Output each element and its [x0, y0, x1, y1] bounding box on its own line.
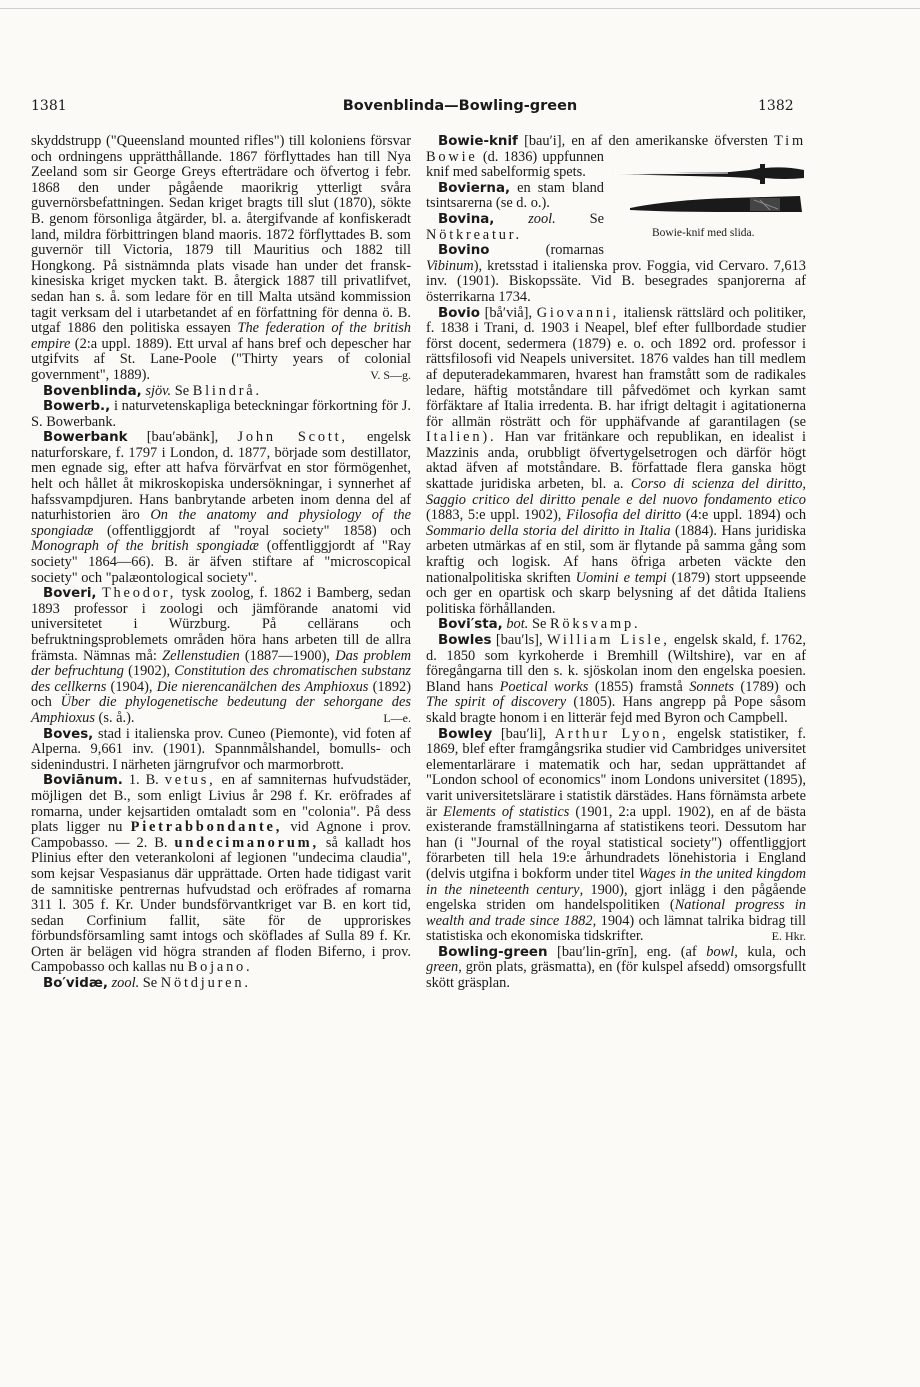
headword: Bowles [438, 633, 492, 648]
running-title: Bovenblinda—Bowling-green [342, 98, 578, 114]
headword: Bovino [438, 243, 490, 259]
figure-caption: Bowie-knif med slida. [652, 226, 755, 239]
headword: Bowley [438, 726, 493, 742]
headword: Bovio [438, 305, 480, 321]
entry-bowerbank: Bowerbank [bau′əbänk], John Scott, engelsk naturforskare, f. 1797 i London, d. 1877, började som destillator, men egnade sig, efter att hafva förvärfvat en stor förmögenhet, helt och hållet åt mikroskopiska undersökningar, i synnerhet af hafssvampdjuren. Hans banbrytande arbeten inom denna del af naturhistorien äro On the anatomy and physiology of the spongiadæ (offentliggjordt af "royal society" 1858) och Monograph of the british spongiadæ (offentliggjordt af "Ray society" 1864—66). B. är äfven stiftare af "microscopical society" och "palæontological society". [31, 429, 411, 586]
headword: Boveri, [43, 586, 97, 602]
entry-bowie-knif: Bowie-knif [bau′i], en af den amerikanske öfversten Bowie-knif med slida. Tim Bowie (d. 1836) uppfunnen knif med sabelformig spets. [426, 134, 806, 181]
entry-bovista: Bovi′sta, bot. Se Röksvamp. [438, 616, 641, 633]
headword: Boves, [43, 726, 94, 742]
entry-bovino: Bovino (romarnas Vibinum), kretsstad i italienska prov. Foggia, vid Cervaro. 7,613 inv. (1901). Biskopssäte. Vid B. besegrades spanjorerna af österrikarna 1734. [426, 242, 806, 305]
page-number-right: 1382 [758, 98, 794, 114]
page-number-left: 1381 [31, 98, 67, 114]
entry-bovio: Bovio [bå′viå], Giovanni, italiensk rättslärd och politiker, f. 1838 i Trani, d. 1903 i Neapel, blef efter fullbordade studier först docent, sedermera (1879) e. o. och 1892 ord. professor i rättsfilosofi vid Neapels universitet. 1876 valdes han till medlem af deputeradekammaren, hvarest han framstått som de radikales ledare, häftig motståndare till påfvedömet och kyrkan samt förfäktare af Italia irredenta. B. har ifrigt deltagit i agitationerna för allmän rösträtt och för upphäfvande af garantilagen (se Italien). Han var fritänkare och republikan, en idealist i Mazzinis anda, orubbligt öfvertygelsetrogen och därför högt aktad äfven af motståndare. B. författade flera ganska högt skattade juridiska arbeten, bl. a. Corso di scienza del diritto, Saggio critico del diritto penale e del nuovo fondamento etico (1883, 5:e uppl. 1902), Filosofia del diritto (4:e uppl. 1894) och Sommario della storia del diritto in Italia (1884). Hans juridiska arbeten utmärkas af en stil, som är flytande på samma gång som kraftig och logisk. Af hans öfriga arbeten väckte den nationalpolitiska skriften Uomini e tempi (1879) stort uppseende och ger en opartisk och skarp belysning af det dåtida Italiens politiska förhållanden. [426, 304, 807, 617]
headword: Bovi′sta, [438, 617, 503, 633]
headword: Bowerb., [43, 399, 111, 415]
knife-icon [610, 154, 806, 226]
entry-bowley: Bowley [bau′li], Arthur Lyon, engelsk statistiker, f. 1869, blef efter framgångsrika studier vid Cambridges universitet elementarlärare i matematik och har, sedan upprättandet af "London school of economics" inom Londons universitet (1895), varit universitetslärare i statistik därstädes. Hans förnämsta arbete är Elements of statistics (1901, 2:a uppl. 1902), en af de bästa existerande framställningarna af statistikens teori. Dessutom har han (i "Journal of the royal statistical society") offentliggjort förarbeten till hela 19:e århundradets lönehistoria i England (delvis utgifna i bokform under titel Wages in the united kingdom in the nineteenth century, 1900), gjort inlägg i den pågående engelska striden om handelspolitiken (National progress in wealth and trade since 1882, 1904) och lämnat talrika bidrag till statistiska och ekonomiska tidskrifter. E. Hkr. [426, 725, 807, 945]
entry-boveri: Boveri, Theodor, tysk zoolog, f. 1862 i Bamberg, sedan 1893 professor i zoologi och jämförande anatomi vid universitetet i Würzburg. På cellärans och befruktningsproblemets områden höra hans arbeten till de allra främsta. Nämnas må: Zellenstudien (1887—1900), Das problem der befruchtung (1902), Constitution des chromatischen substanz des cellkerns (1904), Die nierencanälchen des Amphioxus (1892) och Über die phylogenetische bedeutung der sehorgane des Amphioxus (s. å.). L—e. [31, 585, 412, 726]
headword: Bovenblinda, [43, 383, 142, 399]
top-rule [0, 8, 920, 9]
signature: V. S—g. [370, 367, 411, 382]
entry-bovina: Bovina, zool. Se Nötkreatur. [426, 210, 604, 243]
headword: Boviānum. [43, 773, 123, 789]
entry-bovidae: Bo′vidæ, zool. Se Nötdjuren. [43, 975, 251, 992]
entry-bovenblinda: Bovenblinda, sjöv. Se Blindrå. [43, 382, 262, 399]
signature: L—e. [383, 710, 411, 725]
entry-bowerb: Bowerb., i naturvetenskapliga beteckningar förkortning för J. S. Bowerbank. [31, 398, 411, 430]
right-column [426, 134, 806, 992]
entry-bowling-green: Bowling-green [bau′lin-grīn], eng. (af bowl, kula, och green, grön plats, gräsmatta), en (för kulspel afsedd) omsorgsfullt skött gräsplan. [426, 943, 806, 992]
entry-bowles: Bowles [bau′ls], William Lisle, engelsk skald, f. 1762, d. 1850 som kyrkoherde i Bremhill (Wiltshire), var en af föregångarna till den s. k. sjöskolan inom den engelska poesien. Bland hans Poetical works (1855) framstå Sonnets (1789) och The spirit of discovery (1805). Hans angrepp på Pope såsom skald bragte honom i en litterär fejd med Byron och Campbell. [426, 632, 807, 726]
entry-bovierna: Bovierna, en stam bland tsintsarerna (se d. o.). [426, 179, 604, 212]
headword: Bowie-knif [438, 134, 518, 149]
headword: Bovierna, [438, 180, 511, 196]
headword: Bovina, [438, 211, 495, 227]
headword: Bowling-green [438, 944, 548, 960]
entry-boves: Boves, stad i italienska prov. Cuneo (Piemonte), vid foten af Alperna. 9,661 inv. (1901). Spannmålshandel, bomulls- och sidenindustri. I närheten järngrufvor och marmorbrott. [31, 725, 411, 773]
entry-bovianum: Boviānum. 1. B. vetus, en af samniternas hufvudstäder, möjligen det B., som enligt Livius år 298 f. Kr. eröfrades af romarna, under kejsartiden omtaladt som en "colonia". På dess plats ligger nu Pietrabbondante, vid Agnone i prov. Campobasso. — 2. B. undecimanorum, så kalladt hos Plinius efter den veterankoloni af legionen "undecima claudia", som kejsar Vespasianus där upprättade. Orten hade tidigast varit de samnitiske pentrernas hufvudstad och eröfrades af romarna 311 l. 305 f. Kr. Under bundsförvantkriget var B. en kort tid, sedan Corfinium fallit, säte för de upproriskes förbundsförsamling samt intogs och sköflades af Sulla 89 f. Kr. Orten är belägen vid högra stranden af floden Biferno, i prov. Campobasso och kallas nu Bojano. [31, 772, 411, 976]
left-column [31, 134, 411, 992]
bowie-knife-illustration [610, 154, 806, 246]
entry-continuation: skyddstrupp ("Queensland mounted rifles") till koloniens försvar och ordningens upprätthållande. 1867 förflyttades han till Nya Zeeland som sir George Greys efterträdare och öfvertog i febr. 1868 den under pågående maorikrig ytterligt svåra guvernörsbefattningen. Sedan kriget bragts till slut (1870), sökte B. genom försonliga åtgärder, bl. a. återgifvande af konfiskeradt land, mildra förbittringen bland maoris. 1872 förflyttades B. som guvernör till Victoria, 1879 till Mauritius och 1882 till Hongkong. På sistnämnda plats visade han under det fransk-kinesiska kriget mycken takt. B. återgick 1887 till privatlifvet, sedan han s. å. som ledare för en till Malta utsänd kommission tagit verksam del i utarbetandet af en författning för denna ö. B. utgaf 1886 den politiska essayen The federation of the british empire (2:a uppl. 1889). Ett urval af hans bref och depescher har utgifvits af St. Lane-Poole ("Thirty years of colonial government", 1889). V. S—g. [31, 133, 411, 383]
signature: E. Hkr. [771, 929, 806, 944]
headword: Bowerbank [43, 430, 128, 446]
headword: Bo′vidæ, [43, 976, 108, 992]
